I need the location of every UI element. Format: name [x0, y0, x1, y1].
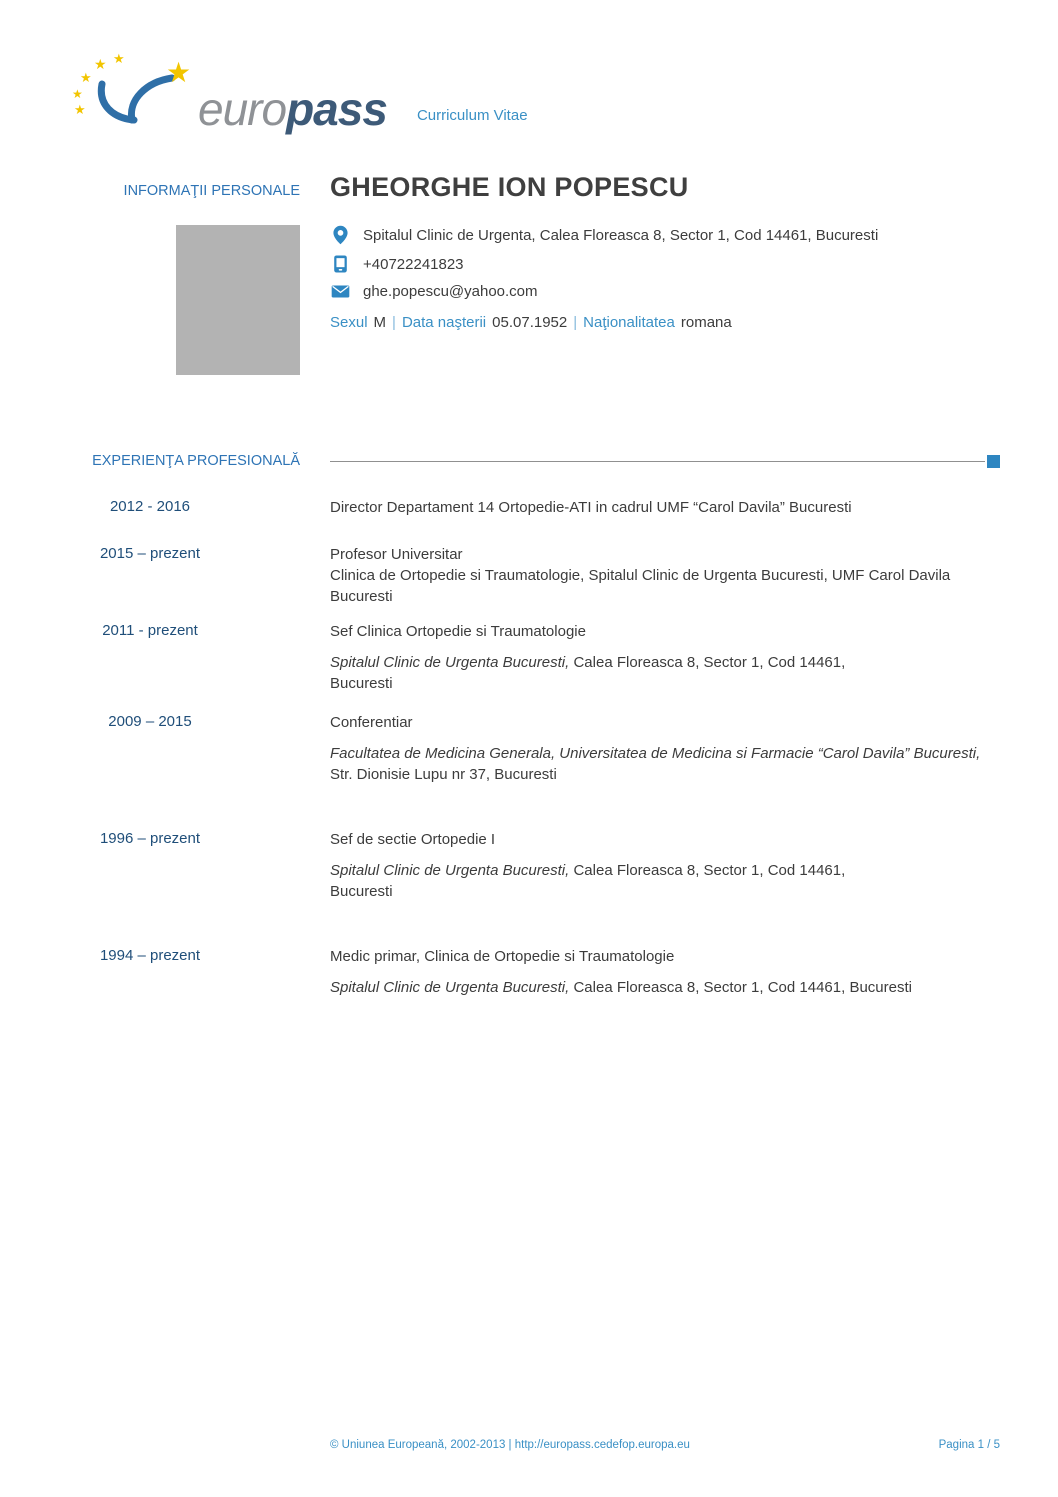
entry-date: 1996 – prezent — [99, 830, 201, 847]
entry-organization-name: Spitalul Clinic de Urgenta Bucuresti, — [330, 979, 570, 996]
experience-entry — [0, 497, 1058, 518]
entry-title: Director Departament 14 Ortopedie-ATI in cadrul UMF “Carol Davila” Bucuresti — [330, 499, 852, 516]
entry-organization-name: Spitalul Clinic de Urgenta Bucuresti, — [330, 654, 570, 671]
birth-label: Data naşterii — [401, 314, 487, 331]
footer-page-number: Pagina 1 / 5 — [938, 1439, 1000, 1451]
entry-organization-address-line2: Bucuresti — [330, 883, 393, 900]
experience-section-label: EXPERIENŢA PROFESIONALĂ — [92, 453, 300, 469]
entry-body — [330, 497, 1000, 518]
personal-info-section — [0, 172, 1058, 203]
entry-organization — [330, 977, 1000, 998]
photo-placeholder — [176, 225, 300, 375]
entry-body — [330, 712, 1000, 785]
europass-logo-icon — [72, 52, 212, 136]
entry-organization-name: Facultatea de Medicina Generala, Universitatea de Medicina si Farmacie “Carol Davila” Bucuresti, — [330, 745, 981, 762]
entry-organization-address: Calea Floreasca 8, Sector 1, Cod 14461, — [569, 654, 846, 671]
email-line — [330, 283, 1000, 300]
location-pin-icon — [330, 225, 350, 245]
entry-organization — [330, 652, 1000, 694]
svg-text:★: ★ — [113, 52, 125, 66]
entry-organization — [330, 860, 1000, 902]
entry-body — [330, 829, 1000, 902]
personal-meta-line — [330, 314, 1000, 331]
contact-block — [330, 225, 1000, 375]
entry-title: Sef de sectie Ortopedie I — [330, 831, 496, 848]
entry-date: 2011 - prezent — [102, 622, 198, 639]
experience-entries — [0, 497, 1058, 998]
entry-date: 2009 – 2015 — [108, 713, 192, 730]
entry-title: Sef Clinica Ortopedie si Traumatologie — [330, 623, 586, 640]
entry-date: 2015 – prezent — [99, 545, 201, 562]
logo-euro-text: euro — [198, 83, 287, 135]
experience-entry — [0, 712, 1058, 785]
address-line — [330, 225, 1000, 245]
separator: | — [573, 314, 578, 331]
entry-organization-address: Str. Dionisie Lupu nr 37, Bucuresti — [330, 766, 557, 783]
phone-icon — [330, 255, 350, 273]
address-text: Spitalul Clinic de Urgenta, Calea Floreasca 8, Sector 1, Cod 14461, Bucuresti — [363, 226, 879, 244]
entry-body — [330, 946, 1000, 998]
nationality-label: Naţionalitatea — [583, 314, 675, 331]
phone-line — [330, 255, 1000, 273]
personal-info-label: INFORMAŢII PERSONALE — [123, 183, 300, 199]
email-icon — [330, 285, 350, 298]
separator: | — [392, 314, 396, 331]
svg-text:★: ★ — [74, 102, 86, 117]
section-marker-square — [987, 455, 1000, 468]
svg-text:★: ★ — [80, 70, 92, 85]
entry-title: Profesor Universitar — [330, 546, 463, 563]
page-footer — [0, 1439, 1058, 1451]
experience-section-header — [0, 453, 1058, 469]
entry-title: Conferentiar — [330, 714, 413, 731]
entry-organization-address: Calea Floreasca 8, Sector 1, Cod 14461, — [569, 862, 846, 879]
phone-text: +40722241823 — [363, 255, 464, 273]
experience-entry — [0, 946, 1058, 998]
photo-contact-row — [0, 225, 1058, 375]
experience-entry — [0, 829, 1058, 902]
document-subtitle: Curriculum Vitae — [416, 107, 528, 124]
nationality-value: romana — [680, 314, 732, 331]
svg-text:★: ★ — [166, 57, 192, 88]
entry-body — [330, 621, 1000, 694]
svg-text:★: ★ — [94, 56, 107, 72]
entry-organization-name: Spitalul Clinic de Urgenta Bucuresti, — [330, 862, 570, 879]
birth-value: 05.07.1952 — [492, 314, 568, 331]
section-rule-line — [330, 461, 985, 462]
entry-organization-address-line2: Bucuresti — [330, 675, 393, 692]
email-text: ghe.popescu@yahoo.com — [363, 283, 538, 300]
experience-entry — [0, 544, 1058, 607]
page-header — [0, 0, 1058, 136]
entry-date: 1994 – prezent — [99, 947, 201, 964]
experience-entry — [0, 621, 1058, 694]
footer-row — [0, 1439, 1058, 1451]
entry-organization — [330, 743, 1000, 785]
entry-organization-address: Calea Floreasca 8, Sector 1, Cod 14461, Bucuresti — [569, 979, 912, 996]
entry-description: Clinica de Ortopedie si Traumatologie, Spitalul Clinic de Urgenta Bucuresti, UMF Carol Davila Bucuresti — [330, 567, 951, 605]
entry-title: Medic primar, Clinica de Ortopedie si Traumatologie — [330, 948, 675, 965]
svg-text:★: ★ — [72, 87, 83, 101]
entry-body — [330, 544, 1000, 607]
sex-label: Sexul — [330, 314, 368, 331]
entry-date: 2012 - 2016 — [109, 498, 191, 515]
footer-copyright: © Uniunea Europeană, 2002-2013 | http://europass.cedefop.europa.eu — [330, 1439, 690, 1451]
sex-value: M — [373, 314, 387, 331]
europass-logo-text — [198, 83, 387, 136]
section-rule — [330, 455, 1000, 468]
person-name: GHEORGHE ION POPESCU — [330, 172, 689, 202]
logo-pass-text: pass — [286, 83, 387, 135]
